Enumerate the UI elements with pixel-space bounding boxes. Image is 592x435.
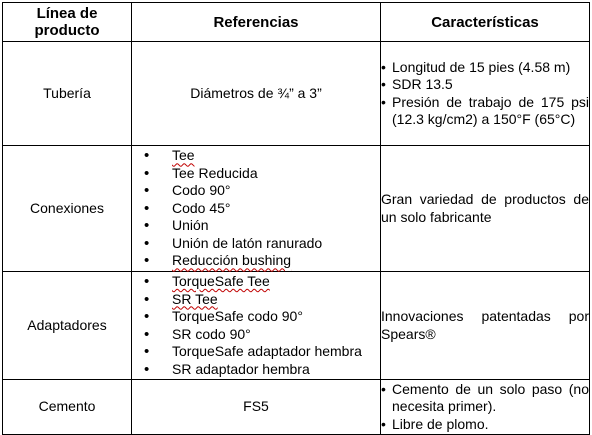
references-list (132, 273, 380, 378)
product-cell: Conexiones (3, 146, 132, 272)
characteristics-text: Gran variedad de productos de un solo fabricante (381, 191, 589, 225)
list-item: • Codo 90° (132, 182, 380, 200)
list-item: • Unión de latón ranurado (132, 235, 380, 253)
spellcheck-word: SR Tee (172, 290, 218, 307)
list-item: • Libre de plomo. (381, 416, 589, 434)
characteristics-list (381, 59, 589, 129)
product-spec-table (2, 2, 590, 435)
product-cell: Cemento (3, 380, 132, 435)
list-item (132, 252, 380, 270)
list-item: • SR adaptador hembra (132, 361, 380, 379)
product-cell: Adaptadores (3, 272, 132, 380)
characteristics-cell (381, 380, 590, 435)
references-cell: Diámetros de ¾” a 3” (132, 42, 381, 146)
table-header-row (3, 3, 590, 42)
list-item-text: Tee Reducida (172, 164, 258, 181)
list-item: • SR codo 90° (132, 326, 380, 344)
table-row (3, 272, 590, 380)
characteristics-list (381, 381, 589, 434)
list-item (132, 273, 380, 291)
list-item: • Cemento de un solo paso (no necesita primer). (381, 381, 589, 416)
list-item: • Codo 45° (132, 200, 380, 218)
characteristics-cell (381, 272, 590, 380)
characteristics-cell (381, 146, 590, 272)
list-item (132, 291, 380, 309)
header-references: Referencias (132, 3, 381, 42)
list-item: • Unión (132, 217, 380, 235)
list-item: • TorqueSafe codo 90° (132, 308, 380, 326)
references-list (132, 147, 380, 270)
list-item: • TorqueSafe adaptador hembra (132, 343, 380, 361)
table-row (3, 380, 590, 435)
list-item: • Longitud de 15 pies (4.58 m) (381, 59, 589, 77)
table-row (3, 146, 590, 272)
spellcheck-word: Tee (172, 147, 195, 164)
header-product-line: Línea de producto (3, 3, 132, 42)
list-item (132, 147, 380, 165)
references-cell: FS5 (132, 380, 381, 435)
references-cell (132, 272, 381, 380)
spellcheck-word: Reducción bushing (172, 252, 292, 269)
spellcheck-word: TorqueSafe Tee (172, 273, 270, 289)
references-cell (132, 146, 381, 272)
list-item (132, 165, 380, 183)
table-row (3, 42, 590, 146)
header-characteristics: Características (381, 3, 590, 42)
list-item: • SDR 13.5 (381, 76, 589, 94)
list-item: • Presión de trabajo de 175 psi (12.3 kg/cm2) a 150°F (65°C) (381, 94, 589, 129)
characteristics-cell (381, 42, 590, 146)
product-cell: Tubería (3, 42, 132, 146)
characteristics-text: Innovaciones patentadas por Spears® (381, 308, 589, 342)
